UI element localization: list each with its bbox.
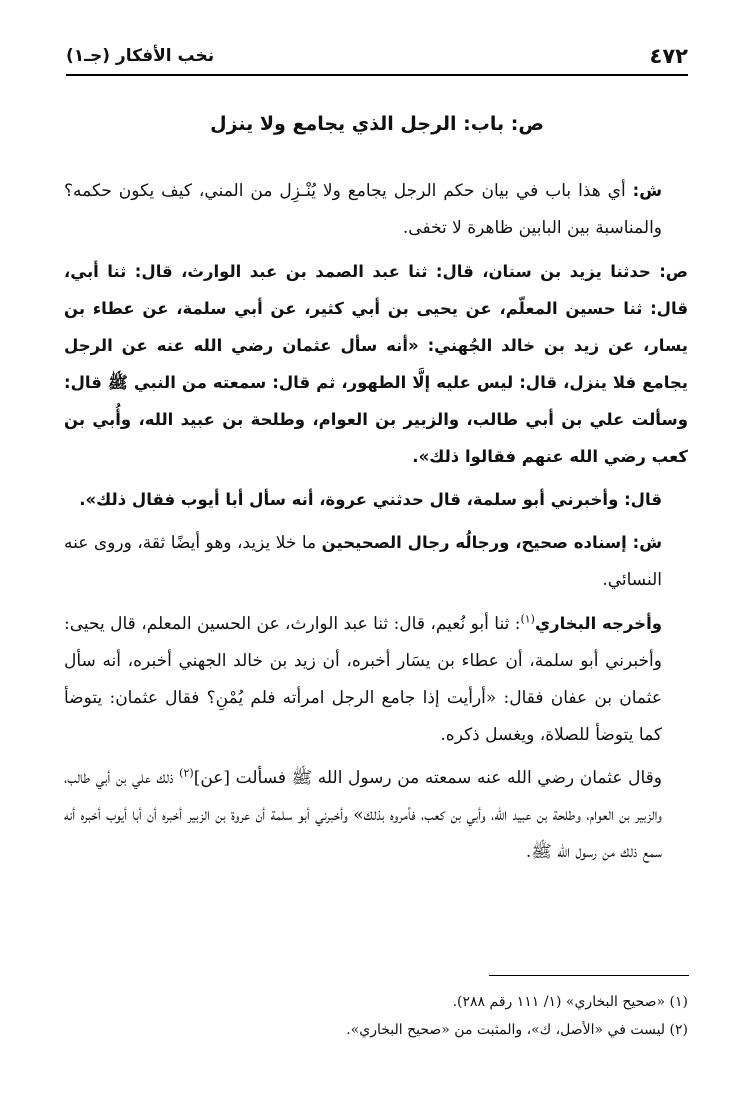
paragraph-text: ما خلا يزيد، وهو أيضًا ثقة، وروى عنه النسائي. [64, 533, 662, 590]
page-header [66, 40, 688, 76]
paragraph-commentary-1 [64, 172, 688, 247]
paragraph-uthman [64, 760, 688, 871]
footnote-ref-2: (٢) [179, 766, 194, 780]
paragraph-text: ذلك علي بن أبي طالب، والزبير بن العوام، وطلحة بن عبيد الله، وأبي بن كعب، فأمروه بذلك» وأخبرني أبو سلمة أن عروة بن الزبير أخبره أن أبا أيوب أخبره أنه سمع ذلك من رسول الله ﷺ. [64, 768, 662, 862]
paragraph-text: وقال عثمان رضي الله عنه سمعته من رسول الله ﷺ فسألت [عن] [193, 768, 662, 788]
commentary-marker: ش: [632, 181, 662, 200]
paragraph-text: : ثنا أبو نُعيم، قال: ثنا عبد الوارث، عن الحسين المعلم، قال يحيى: وأخبرني أبو سلمة، أن عطاء بن يسَار أخبره، أن زيد بن خالد الجهني أخبره، أنه سأل عثمان بن عفان فقال: «أرأيت إذا جامع الرجل امرأته فلم يُمْنِ؟ فقال عثمان: يتوضأ كما يتوضأ للصلاة، ويغسل ذكره. [64, 614, 662, 745]
paragraph-text: أي هذا باب في بيان حكم الرجل يجامع ولا يُنْـزِل من المني، كيف يكون حكمه؟ والمناسبة بين البابين ظاهرة لا تخفى. [64, 181, 662, 238]
bukhari-lead: وأخرجه البخاري [534, 614, 662, 633]
paragraph-isnad [64, 524, 688, 599]
footnote-divider [489, 975, 689, 976]
paragraph-hadith-text: ص: حدثنا يزيد بن سنان، قال: ثنا عبد الصمد بن عبد الوارث، قال: ثنا أبي، قال: ثنا حسين المعلّم، عن يحيى بن أبي كثير، عن أبي سلمة، عن عطاء بن يسار، عن زيد بن خالد الجُهني: «أنه سأل عثمان رضي الله عنه عن الرجل يجامع فلا ينزل، قال: ليس عليه إلَّا الطهور، ثم قال: سمعته من النبي ﷺ قال: وسألت علي بن أبي طالب، والزبير بن العوام، وطلحة بن عبيد الله، وأُبي بن كعب رضي الله عنهم فقالوا ذلك». [64, 262, 688, 466]
footnotes [66, 988, 688, 1044]
footnote-2: (٢) ليست في «الأصل، ك»، والمثبت من «صحيح البخاري». [346, 1022, 688, 1038]
chapter-title: ص: باب: الرجل الذي يجامع ولا ينزل [210, 113, 544, 135]
body-text [64, 172, 688, 871]
running-title: نخب الأفكار (جـ١) [66, 46, 215, 66]
paragraph-bukhari [64, 605, 688, 754]
page-number: ٤٧٢ [649, 44, 688, 68]
isnad-lead: ش: إسناده صحيح، ورجالُه رجال الصحيحين [321, 533, 663, 552]
footnote-1: (١) «صحيح البخاري» (١/ ١١١ رقم ٢٨٨). [452, 994, 688, 1010]
paragraph-hadith-continuation: قال: وأخبرني أبو سلمة، قال حدثني عروة، أنه سأل أبا أيوب فقال ذلك». [79, 490, 662, 509]
footnote-ref-1: (١) [520, 612, 535, 626]
